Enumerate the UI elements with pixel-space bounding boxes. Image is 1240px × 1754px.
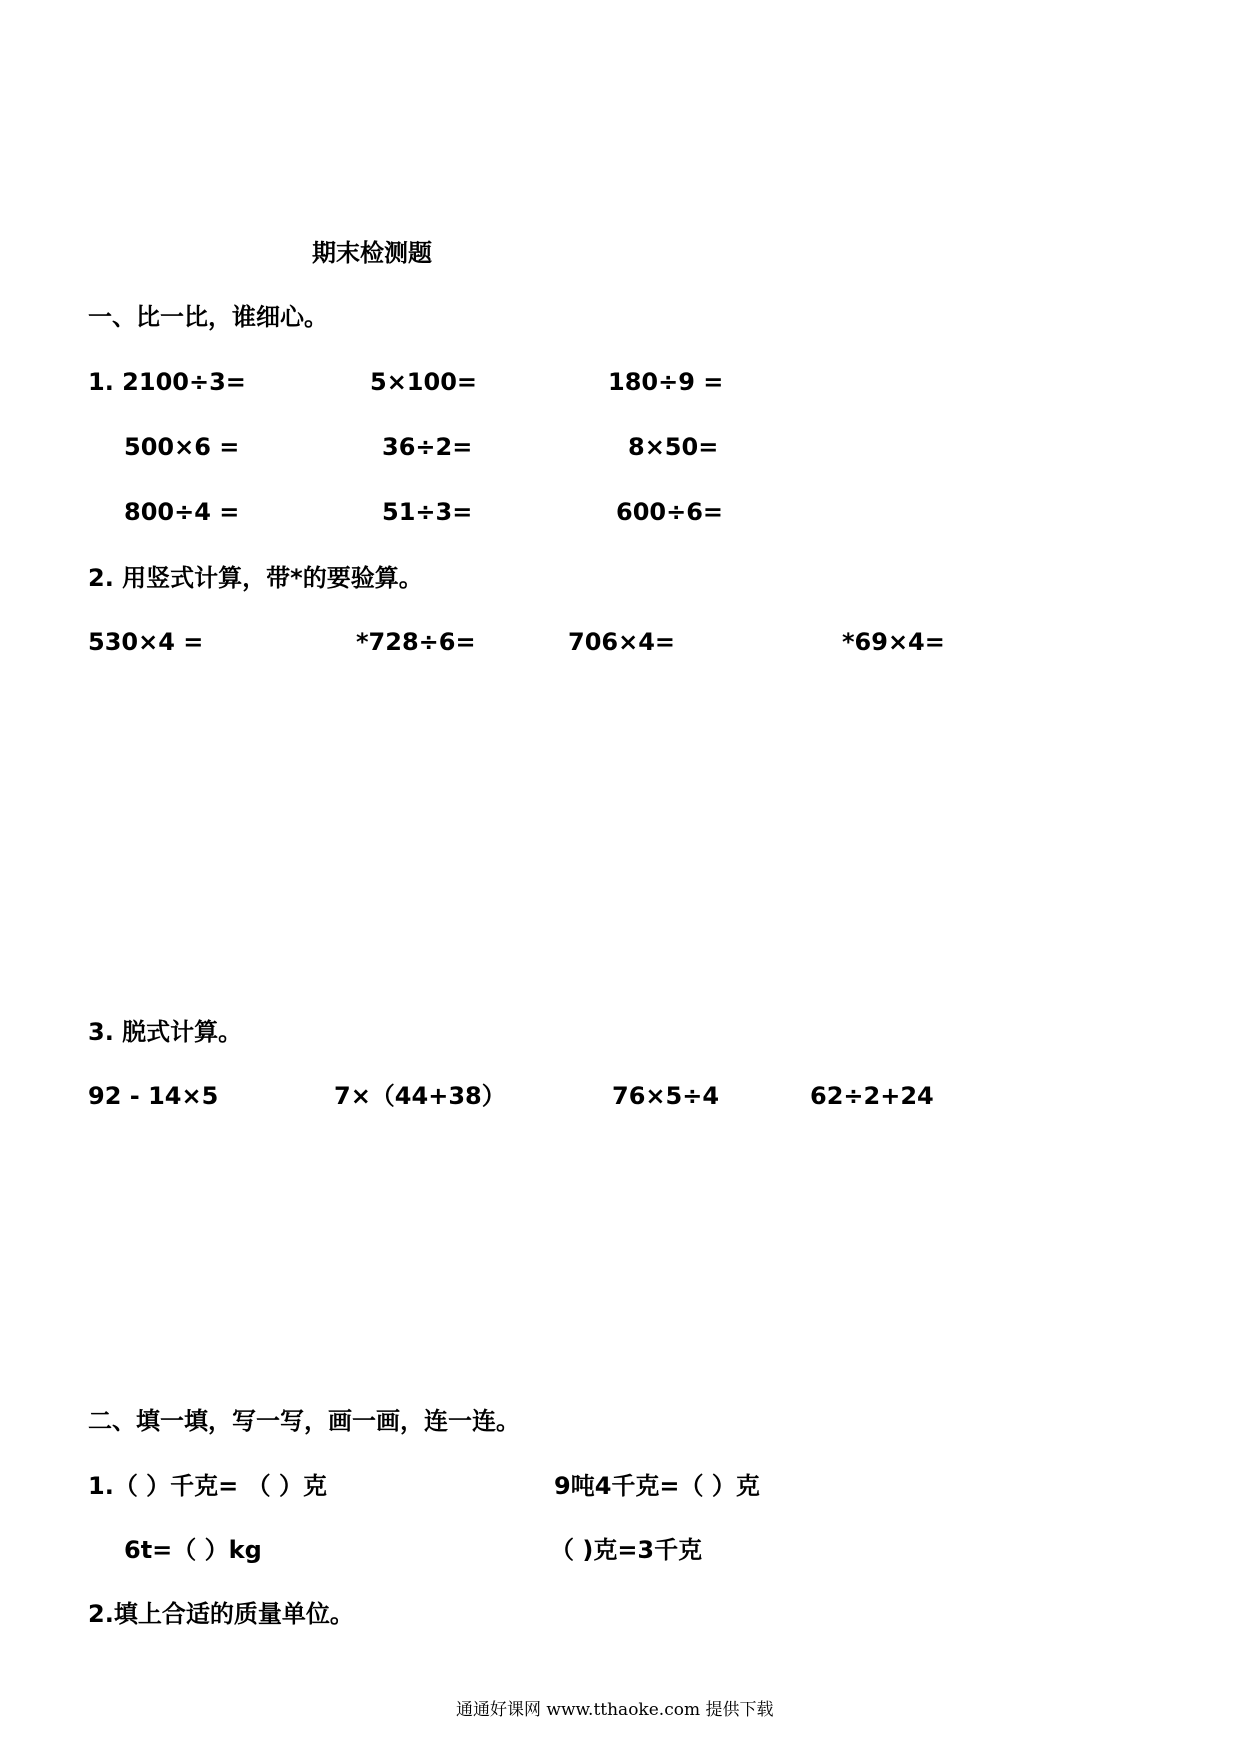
section-1-heading: 一、比一比，谁细心。	[88, 303, 328, 331]
q1-row1-item3: 180÷9 =	[608, 368, 724, 396]
q2-item1: 530×4 =	[88, 628, 204, 656]
q3-item1: 92 - 14×5	[88, 1082, 219, 1110]
q1-row3-item2: 51÷3=	[382, 498, 473, 526]
page-footer: 通通好课网 www.tthaoke.com 提供下载	[456, 1700, 774, 1720]
page-title: 期末检测题	[312, 239, 432, 267]
s2-q1-row2-item2: （ )克=3千克	[550, 1536, 703, 1564]
q2-heading: 2. 用竖式计算，带*的要验算。	[88, 564, 423, 592]
q3-item3: 76×5÷4	[612, 1082, 720, 1110]
section-2-heading: 二、填一填，写一写，画一画，连一连。	[88, 1407, 520, 1435]
q1-row3-item3: 600÷6=	[616, 498, 724, 526]
s2-q2-heading: 2.填上合适的质量单位。	[88, 1600, 354, 1628]
q3-item2: 7×（44+38）	[334, 1082, 506, 1110]
q1-row1-item2: 5×100=	[370, 368, 478, 396]
q3-item4: 62÷2+24	[810, 1082, 934, 1110]
s2-q1-row2-item1: 6t=（ ）kg	[124, 1536, 262, 1564]
q1-row2-item2: 36÷2=	[382, 433, 473, 461]
q3-heading: 3. 脱式计算。	[88, 1018, 243, 1046]
q1-row3-item1: 800÷4 =	[124, 498, 240, 526]
q1-row2-item1: 500×6 =	[124, 433, 240, 461]
q1-row2-item3: 8×50=	[628, 433, 719, 461]
s2-q1-row1-item1: 1.（ ）千克= （ ）克	[88, 1472, 327, 1500]
q2-item3: 706×4=	[568, 628, 676, 656]
q2-item4: *69×4=	[842, 628, 945, 656]
q2-item2: *728÷6=	[356, 628, 476, 656]
q1-row1-item1: 1. 2100÷3=	[88, 368, 246, 396]
s2-q1-row1-item2: 9吨4千克=（ ）克	[554, 1472, 760, 1500]
